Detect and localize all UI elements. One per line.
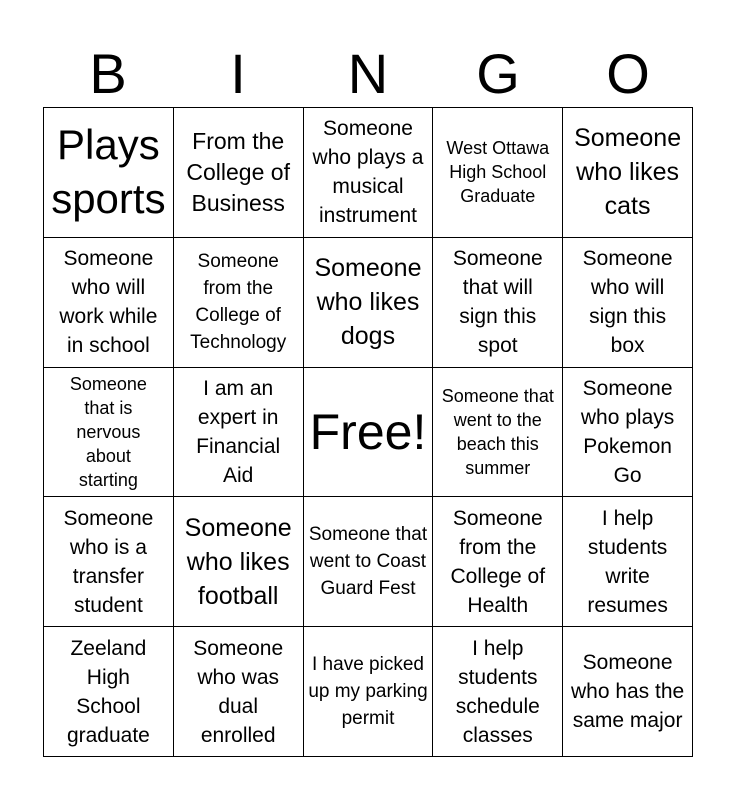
bingo-cell-r3c1[interactable] — [44, 368, 174, 498]
free-space-text: Free! — [309, 403, 427, 460]
bingo-cell-r5c1[interactable] — [44, 627, 174, 757]
cell-text: Someone who was dual enrolled — [193, 636, 284, 747]
cell-text: Someone who plays a musical instrument — [312, 117, 424, 228]
bingo-cell-r5c3[interactable] — [304, 627, 434, 757]
bingo-cell-r5c2[interactable] — [174, 627, 304, 757]
bingo-cell-r1c4[interactable] — [433, 108, 563, 238]
header-letter-i: I — [230, 42, 246, 105]
cell-text: Someone from the College of Technology — [190, 251, 287, 354]
header-letter-n: N — [347, 42, 389, 105]
bingo-cell-r4c2[interactable] — [174, 497, 304, 627]
cell-text: Someone that is nervous about starting — [69, 373, 147, 490]
cell-text: Someone who will work while in school — [59, 247, 158, 358]
cell-text: I help students write resumes — [587, 506, 668, 617]
cell-text: I have picked up my parking permit — [308, 654, 428, 730]
cell-text: Someone who will sign this box — [582, 247, 673, 358]
bingo-cell-r1c3[interactable] — [304, 108, 434, 238]
cell-text: Someone who is a transfer student — [63, 506, 154, 617]
bingo-cell-r1c1[interactable] — [44, 108, 174, 238]
cell-text: Plays sports — [51, 121, 166, 223]
bingo-cell-r5c5[interactable] — [563, 627, 693, 757]
bingo-cell-r2c3[interactable] — [304, 238, 434, 368]
cell-text: Someone that went to the beach this summer — [441, 385, 554, 478]
cell-text: I help students schedule classes — [455, 636, 540, 747]
cell-text: Someone who likes football — [184, 513, 292, 610]
cell-text: Someone who likes cats — [574, 124, 682, 221]
header-letter-b: B — [89, 42, 127, 105]
bingo-cell-r3c4[interactable] — [433, 368, 563, 498]
header-letter-g: G — [476, 42, 520, 105]
bingo-cell-r3c5[interactable] — [563, 368, 693, 498]
bingo-cell-r4c5[interactable] — [563, 497, 693, 627]
bingo-cell-r2c2[interactable] — [174, 238, 304, 368]
bingo-cell-r1c5[interactable] — [563, 108, 693, 238]
header-letter-o: O — [606, 42, 650, 105]
bingo-cell-r2c5[interactable] — [563, 238, 693, 368]
bingo-cell-r2c4[interactable] — [433, 238, 563, 368]
bingo-board — [43, 107, 693, 757]
cell-text: From the College of Business — [186, 127, 290, 216]
cell-text: Someone from the College of Health — [450, 506, 546, 617]
bingo-cell-r4c3[interactable] — [304, 497, 434, 627]
bingo-header — [43, 40, 693, 108]
cell-text: I am an expert in Financial Aid — [196, 376, 281, 487]
cell-text: Someone that will sign this spot — [452, 247, 543, 358]
bingo-cell-r3c3-free[interactable] — [304, 368, 434, 498]
bingo-cell-r5c4[interactable] — [433, 627, 563, 757]
bingo-cell-r1c2[interactable] — [174, 108, 304, 238]
cell-text: Zeeland High School graduate — [66, 636, 150, 747]
cell-text: West Ottawa High School Graduate — [446, 138, 550, 207]
cell-text: Someone that went to Coast Guard Fest — [308, 524, 428, 600]
cell-text: Someone who plays Pokemon Go — [580, 376, 675, 487]
bingo-cell-r4c4[interactable] — [433, 497, 563, 627]
cell-text: Someone who has the same major — [570, 651, 685, 733]
bingo-cell-r3c2[interactable] — [174, 368, 304, 498]
cell-text: Someone who likes dogs — [314, 254, 422, 351]
bingo-cell-r4c1[interactable] — [44, 497, 174, 627]
bingo-cell-r2c1[interactable] — [44, 238, 174, 368]
